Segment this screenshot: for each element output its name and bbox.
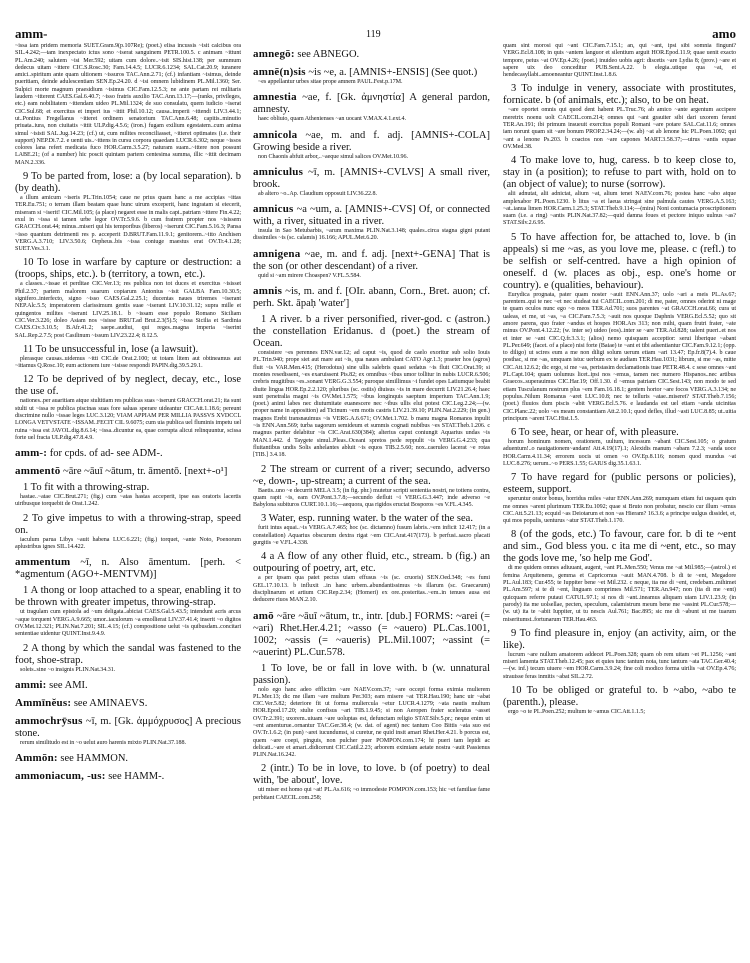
sense-definition: 7 To have regard for (public persons or policies), esteem, support. — [503, 472, 736, 496]
entry-definition: ~ae, f. [Gk. ἀμνηστία] A general pardon, amnesty. — [253, 92, 490, 116]
sense-definition: 11 To be unsuccessful in, lose (a lawsuit). — [23, 343, 199, 355]
sense-definition: 1 To love, be or fall in love with. b (w. unnatural passion). — [253, 662, 490, 686]
entry-definition: see HAMM-. — [105, 771, 165, 783]
dictionary-entry-head — [253, 91, 490, 116]
citation-block: a illum amicum ~iseris PL.Trin.1054; caue ne prius quam hanc a me accipias ~ittas TER.Eu.751; o terram illam beatam quae hunc uirum exceperit, hanc ingratam si eiecerit, miseram si ~iserit! CIC.Mil.105; (a place) negaret esse in malis capi..patriam ~ittere Fin.4.22; exul in ~issa si tamen urbe legor OV.Tr.5.9.6. b cum fratrem propter nos ~isissem GRACCH.orat.44; minus..miseri qui his temporibus (liberos) ~iserunt CIC.Fam.5.16.3; Pansa ~isso quantum detrimenti res p. acceperit D.BRUT.Fam.11.9.1; genitorem..~itto Anchisen VERG.A.3.710; LIV.3.50.6; Orpheus..bis ~issa coniuge maestus erat OV.Tr.4.1.28; SUET.Ves.3.1. — [15, 195, 241, 253]
citation-block: insula in Sao Metubarbis, ~arum maxima PLIN.Nat.3.148; quales..circa stagna gigni putant dissimiles ~is (sc. calamis) 16.166; APUL.Met.6.20. — [253, 228, 490, 242]
sense-definition: 1 A thong or loop attached to a spear, enabling it to be thrown with greater impetus, throwing-strap. — [15, 585, 241, 609]
citation-block: nationes..per auaritiam atque stultitiam res publicas suas ~iserunt GRACCH.orat.21; ita sunt stulti ut ~issa re publica piscinas suas fore saluas sperare uideantur CIC.Att.1.18.6; pereunt discrimine nullo ~issae leges LUC.3.120; VIAM APPIAM PER MILLIA PASSVS XVDCCL LONGA VETVSTATE ~ISSAM..FECIT CIL 9.6075; cum uia publica uel fluminis impetu uel ruina ~issa est JAVOL.dig.8.6.14; ~issa..dicuntur ea, quae corrupta alicui relinquuntur, scissa forte uel fracta ULP.dig.47.8.4.9. — [15, 398, 241, 441]
dictionary-entry-head — [15, 697, 241, 710]
dictionary-entry-head — [15, 679, 241, 692]
column-middle — [253, 43, 490, 923]
citation-block: ut tragulam cum epistola ad ~um deligata..abiciat CAES.Gal.5.43.5; intendunt acris arcus ~aque torquent VERG.A.9.665; umor..iaculorum ~a emollierat LIV.37.41.4; inserit ~o digitos OV.Met.12.321; PLIN.Nat.7.201; SIL.4.15; (cf.) compositione uelut ~is quibusdam..concitari sententiae uidentur QUINT.Inst.9.4.9. — [15, 609, 241, 638]
sense-definition: 10 To be obliged or grateful to. b ~abo, ~abo te (parenth.), please. — [503, 685, 736, 709]
citation-block: haec obliuio, quam Athenienses ~an uocant V.MAX.4.1.ext.4. — [258, 116, 406, 123]
headword: amnē(n)sis — [253, 66, 306, 78]
sense-definition: 10 To lose in warfare by capture or destruction: a (troops, ships, etc.). b (territory, a town, etc.). — [15, 257, 241, 281]
column-left — [15, 43, 241, 923]
sense-definition: 2 To give impetus to with a throwing-strap, speed on. — [15, 512, 241, 536]
entry-definition: for cpds. of ad- see ADM-. — [47, 448, 163, 460]
entry-definition: ~ī, m. [AMNIS+-CVLVS] A small river, brook. — [253, 166, 490, 190]
citation-block: ~issa iam pridem memoria SUET.Gram.9(p.107Re); (poet.) elisa incussis ~isit calcibus ora SIL.4.242;—tam inexpectato ictus sono ~iserat sanguinem PETR.100.5. c animam ~ittunt PL.Am.240; salutem ~isi Mer.592; uitam cum dolore..~isit SIS.hist.138; per summum dedecus uitam ~ittere CIC.S.Rosc.30; Fam.14.4.5; LUCR.6.1234; SAL.Cat.20.9; iuranere amici..spiritum ante quam ultionem ~issuros TAC.Ann.2.71; (cf.) infantiam ~isimus, deinde pueritiam, deinde adulescentiam SEN.Ep.24.20. d ~isi omnem lubidinem PL.Mil.1360; Ser. Sulpici morte magnum praesidium ~isimus CIC.Fam.12.5.3; ne ante partam rei militaris laudem ~itterent CAES.Gal.6.40.7; ~isso fratris auxilio TAC.Ann.13.17;—(ranks, privileges, etc.) eam nobilitatem ~ittendam uideo PL.Mil.1324; de suo consulatu, quem iudicio ~iserat CIC.Sul.68; et exercitus et imperi ius ~ittit Phil.10.12; causa..imperii ~ittendi LIV.3.44.1; ut..Pontius Fregellanus ~itteret ordinem senatorium TAC.Ann.6.48; capitis..minutio priuata..iura, non ciuitatis ~ittit ULP.dig.4.5.6; (iron.) fugam exilium egestatem..cum anima simul ~isisti SAL.Jug.14.23; (cf.) ut, cum milites reconciliasset, ~itteret optimates (i.e. their support) NEP.Di.7.2. e uenti uis..~ittens in cursu corpora quaedam LUCR.6.302; neque ~issos colores lana refert medicata fuco HOR.Carm.3.5.27; naturam suam..~ittere non possunt LABE.21; (of a number) hic poscit quintam partem centesima summa, illic ~ittit decimam MAN.2.336. — [15, 43, 241, 166]
left-guide-word: amm- — [15, 26, 48, 41]
citation-block: nolo ego hanc adeo efflictim ~are NAEV.com.37; ~are occepi forma eximia mulierem PL.Mer.13; dic me illam ~are multum Per.303; eam misere ~at TER.Hau.190; hanc uir ~abat CIC.Ver.5.82; deteriore fit ut forma muliercula ~etur LUCR.4.1279; ~ata nautis multum HOR.Epod.17.20; stulte confisus ~ari TIB.1.9.45; si non Aeropen frater sceleratus ~asset OV.Tr.2.391; uxorem..uiuam ~are uoluptas est, defunctam religio STAT.Silv.5.pr.; neque enim ut ~ent amenturue..ornantur TAC.Ger.38.4; (w. dat. of agent) nec tantum Coo Bittis ~ata suo est OV.Tr.1.6.2; (in pun) ~arei iucundumst, si curetur, ne quid insit amari Rhet.Her.4.21. b porcus est, quem ~are coepi, pinguis, non pulcher puer POMPON.com.174; hi pueri tam lepidi ac delicati..~are et amari..didicerunt CIC.Catil.2.23; arborem eximiam aetate nostra ~auit Passienus PLIN.Nat.16.242. — [253, 686, 490, 759]
dictionary-entry-head — [15, 465, 241, 478]
citation-block: speruntur orator bonus, horridus miles ~atur ENN.Ann.269; numquam etiam fui usquam quin me omnes ~arent plurimum TER.Eu.1092; quae si Bruto non probatur, nescio cur illum ~emus CIC.Att.5.21.13; ecquid ~as Deiotarum et non ~as Hieram? 16.3.6; a principe uulgus dissidet, et, qui mos populis, uenturus ~atur STAT.Theb.1.170. — [503, 496, 736, 525]
entry-definition: ~is ~e, a. [AMNIS+-ENSIS] (See quot.) — [305, 67, 478, 78]
citation-block: ergo ~o te PL.Poen.252; multum te ~amus CIC.Att.1.1.5; — [508, 709, 645, 716]
dictionary-entry-head — [253, 166, 490, 191]
citation-block: ~are oportet omnis qui quod dent habent PL.Truc.76; ab amico ~ante argentum accipere meretrix noenu uolt CAECIL.com.214; omnes qui ~ant grauiter sibi dari uxorem ferunt TER.An.191; ibi primum insueuit exercitus populi Romani ~are potare SAL.Cat.11.6; omnes iam norunt quam sit ~are bonum PROP.2.34.24;—(w. ab) ~at ab lenone hic PL.Poen.1092; qui ~ant a lenone Ps.203. b coactos non ~are capones MART.3.58.37;—uirus ~antis equae OV.Med.38. — [503, 107, 736, 150]
dictionary-entry-head — [15, 770, 241, 783]
dictionary-entry-head — [253, 203, 490, 228]
sense-definition: 1 A river. b a river personified, river-god. c (astron.) the constellation Eridanus. d (poet.) the stream of Ocean. — [253, 314, 490, 350]
citation-block: uti miser est homo qui ~at! PL.As.616; ~o immodeste POMPON.com.153; hic ~et familiae fame perbitant CAECIL.com.258; — [253, 787, 490, 801]
headword: amnestia — [253, 91, 297, 104]
sense-definition: 9 To find pleasure in, enjoy (an activity, aim, or the like). — [503, 627, 736, 651]
entry-definition: ~ī, m. [Gk. ἀμμόχρυσος] A precious stone. — [15, 715, 241, 739]
headword: ammochrȳsus — [15, 714, 83, 727]
right-guide-word: amo — [712, 26, 736, 41]
dictionary-entry-head — [253, 66, 490, 79]
sense-definition: 4 a A flow of any other fluid, etc., stream. b (fig.) an outpouring of poetry, art, etc. — [253, 551, 490, 575]
headword: amnegō: — [253, 48, 295, 60]
headword: amm-: — [15, 447, 48, 460]
headword: amō — [253, 609, 274, 622]
sense-definition: 2 (intr.) To be in love, to love. b (of poetry) to deal with, 'be about', love. — [253, 763, 490, 787]
dictionary-entry-head — [15, 447, 241, 460]
sense-definition: 3 Water, esp. running water. b the water of the sea. — [261, 513, 473, 525]
entry-definition: see ABNEGO. — [294, 49, 360, 60]
dictionary-entry-head — [253, 285, 490, 310]
entry-definition: see AMI. — [46, 679, 88, 691]
sense-definition: 12 To be deprived of by neglect, decay, etc., lose the use of. — [15, 374, 241, 398]
entry-definition: ~a ~um, a. [AMNIS+-CVS] Of, or connected with, a river, situated in a river. — [253, 204, 490, 228]
column-right — [503, 43, 736, 923]
citation-block: soleis..sine ~o insignis PLIN.Nat.34.31. — [20, 666, 116, 673]
entry-definition: see HAMMON. — [57, 753, 129, 765]
sense-definition: 9 To be parted from, lose: a (by local separation). b (by death). — [15, 171, 241, 195]
dictionary-entry-head — [253, 48, 490, 61]
sense-definition: 5 To have affection for, be attached to, love. b (in appeals) si me ~as, as you love me, please. c (refl.) to be selfish or self-centred. have a high opinion of oneself. d (w. places as obj., esp. one's home or country). e (qualities, behaviour). — [503, 231, 736, 291]
entry-definition: ~ae, m. and f. adj. [next+-GENA] That is the son (or other descendant) of a river. — [253, 248, 490, 272]
citation-block: a classes..~issae et perditae CIC.Ver.13; res publica non tot duces et exercitus ~isisset Phil.2.37; partem malorem suarum copiarum Antonius ~isit GALBA Fam.10.30.5; signifero..interfecto, signo ~isso CAES.Gal.2.25.1; ducentas naues triremes ~iserant NEP.Alc.5.5; imperatorem clarissimum gentis suae ~iserant LIV.10.31.12; supra mille et quingentos milites ~iserant LIV.25.18.1. b ~issam esse populo Romano Siciliam CIC.Ver.3.226; doleo Asiam nos ~isisse BRUT.ad Brut.2.3(5).5; ~issa Sicilia et Sardinia CAES.Civ.3.10.5; B.Afr.41.2; saepe..audiui, qui reges..magna imperia ~iserint SAL.Rep.2.7.5; post Casilinum ~issum LIV.23.22.4; 8.12.5. — [15, 281, 241, 339]
citation-block: lucrum ~are nullum amatorem addecet PL.Poen.328; quam ob rem uitam ~et PL.1256; ~ant miseri lamenta STAT.Theb.12.45; pax et quies tunc tantum nota, tunc tantum ~ata TAC.Ger.40.4;—(w. inf.) tecum uiuere ~em HOR.Carm.3.9.24; fine coli modico forma uirilis ~at OV.Ep.4.76; strauisse feras inmitis ~abat SIL.2.72. — [503, 651, 736, 680]
sense-definition: 4 To make love to, hug, caress. b to keep close to, stay in (a position); to refuse to part with, hold on to (an object of value); to nurse (sorrow). — [503, 155, 736, 191]
headword: amnigena — [253, 247, 301, 260]
citation-block: a per ipsam qua patet pectus uiam effusus ~is (sc. cruoris) SEN.Oed.348; ~es fumi GEL.17.10.13. b influxit ..in hanc urbem..abundantissimus ~is illarum (sc. Graecarum) disciplinarum et artium CIC.Rep.2.34; (Homeri) ex ore..posteritas..~em..in tenues ausa est deducere riuos MAN.2.10. — [253, 575, 490, 604]
citation-block: iaculum parua Libys ~auit habena LUC.6.221; (fig.) torquet, ~ante Noto, Poenorum aplustribus ignes SIL.14.422. — [15, 536, 241, 551]
dictionary-entry-head — [15, 715, 241, 740]
dictionary-entry-head — [253, 129, 490, 154]
sense-definition: 2 A thong by which the sandal was fastened to the foot, shoe-strap. — [15, 642, 241, 666]
citation-block: quid si ~am mirere Choaspen? V.FL.5.584. — [258, 272, 361, 279]
dictionary-entry-head — [253, 248, 490, 273]
citation-block: hastae..~atae CIC.Brut.271; (fig.) cum ~atas hastas acceperit, ipse eas oratoris lacertis uiribusque torquebit de Orat.1.242. — [15, 494, 241, 508]
headword: amniculus — [253, 165, 304, 178]
page-number: 119 — [366, 29, 381, 40]
citation-block: horum hominum nomen, orationem, uultum, incessum ~abant CIC.Sest.105; o gratum aduentum!..o nauigationem~andam! Att.4.19(17).1; Alexidis manum ~abam 7.2.3; ~anda uoce HOR.Carm.4.11.34; errorem uocis ut omen ~o OV.Ep.8.116; nomen quod mundus ~at LUC.8.276; uerum..~o PERS.1.55; GAIUS dig.35.1.63.1. — [503, 439, 736, 467]
sense-definition: 1 To fit with a throwing-strap. — [23, 482, 150, 494]
citation-block: consistere ~es perennes ENN.var.12; ad caput ~is, quod de caelo exoritur sub solio Iouis PL.Trin.940; prope siet aut mare aut ~is, qua naues ambulant CATO Agr.1.3; praeter hos (agros) fluit ~is VAR.Men.415; (Herodotus) sine ullis salebris quasi sedatus ~is fluit CIC.Orat.39; si montes resedissent, ~es exaruissent Pis.82; ex omnibus ~ibus umor tollitur in nubis LUCR.6.506; crebris mugitibus ~es..sonant VERG.G.3.554; puroque simillimus ~i fundet opes Latiumque beabit diuite lingua HOR.Ep.2.2.120; pluribus (sc. ostiis) diuisus ~is in mare decurrit LIV.21.26.4; haec sunt penetralia magni ~is OV.Met.1.575; ~ibus longinquis saeptum imperium TAC.Ann.1.9; (poet.) animi labes nec diuturnitate euanescere nec ~ibus ullis elui potest CIC.Leg.2.24;—(w. proper name in apposition) ad Ticinum ~em motis castris LIV.21.39.10; PLIN.Nat.2.229; (in gen.) magnos Erebi transnauimus ~is VERG.A.6.671; OV.Met.1.702. b manu magna Romanos inpulit ~is ENN.Ann.569; turba uagorum semideum et summis cognati nubibus ~es STAT.Theb.1.206. c magnus pariter delabitur ~is CIC.Arat.630(384); alterius caput coniungit Aquarius undas ~is MAN.1.442. d Taygete simul..Pleas..Oceani spretos pede reppulit ~is VERG.G.4.233; qua fluitantibus undis Solis anhelantes abluit ~is equos TIB.2.5.60; nox..caeruleo lacerat ~e rotas [TIB.] 3.4.18. — [253, 350, 490, 459]
entry-definition: ~is, m. and f. [OIr. abann, Corn., Bret. auon; cf. perh. Skt. āpaḥ 'water'] — [253, 286, 490, 310]
citation-block: furit intus aquai..~is VERG.A.7.465; hoc (sc. dictamno) fusum labris..~em inficit 12.417; (in a constellation) Aquarius obscurum dextra rigat ~em CIC.Arat.417(173). b perfusi..sacro placati gurgitis ~e V.FL.4.338. — [253, 525, 490, 547]
sense-definition: 8 (of the gods, etc.) To favour, care for. b di te ~ent and sim., God bless you. c ita me di ~ent, etc., so may the gods love me, 'so help me God'. — [503, 529, 736, 565]
headword: amnicus — [253, 203, 294, 216]
headword: ammentum — [15, 556, 71, 569]
citation-block: alii adnutat, alii adnictat, alium ~at, alium tenet NAEV.com.76; postea hanc ~abo atque amplexabor PL.Poen.1230. b litus ~a et laeua stringat sine palmula cautes VERG.A.5.163; ~at..ianua limen HOR.Carm.1.25.3; STAT.Theb.9.114;—(mira) Noni contumacia proscriptionem suam (i.e. a ring) ~antis PLIN.Nat.37.82;—quid damna foues et pectore iniquo uulnus ~as? STAT.Silv.2.6.95. — [503, 191, 736, 227]
citation-block: non Chaonis abfuit arbor,..~aeque simul salices OV.Met.10.96. — [258, 153, 409, 160]
headword: ammoniacum, -us: — [15, 770, 106, 783]
citation-block: di me quidem omnes adiuuant, augent, ~ant PL.Men.550; Venus me ~at Mil.985;—(astrol.) et femina Arquitenens, gemma et Capricornus ~auit MAN.4.708. b di te ~ent, Megadore PL.Aul.183; Cur.455; te Iuppiter bene ~et Mil.232. c neque, ita me di ~ent, credebam..mihimet PL.Am.597; si te di ~ent, linguam comprimes Mil.571; TER.An.947; non (ita di me ~ent) quicquam referre putaui CATUL.97.1; si nos di ~ant..ineamus aliquam uiam LIV.1.23.9; (in parody) ita me uolsellae, pecten, speculum, calamistrum meum bene me ~assint PL.Cur.578;—(w. ut) ita te ~abit Iuppiter, ut tu nescis Aul.761; Bac.895; sic me di ~abunt ut me tuarum miseritumst..fortunarum TER.Hau.463. — [503, 565, 736, 623]
headword: amnicola — [253, 128, 298, 141]
dictionary-entry-head — [15, 556, 241, 581]
citation-block: plerasque causas..uidemus ~itti CIC.de Orat.2.100; ut totam litem aut obtineamus aut ~ittamus Q.Rosc.10; eum actionem iure ~isisse respondi PAPIN.dig.39.5.29.1. — [15, 355, 241, 370]
headword: Ammōn: — [15, 752, 58, 765]
citation-block: quam sint morosi qui ~ant CIC.Fam.7.15.1; an, qui ~ant, ipsi sibi somnia fingunt? VERG.Ecl.8.108; in quis ~antem languor et silentium arguit HOR.Epod.11.9; quae uenit exacto tempore, peius ~at OV.Ep.4.26; (poet.) inuideo uobis agri: discetis ~are Lydia 8; (prov.) ~are et sapere uix deo conceditur PUB.Sent.A.22. b elegia..utique qua ~at, et hendecasyllabi..amoeneantur QUINT.Inst.1.8.6. — [503, 43, 736, 79]
headword: ammi: — [15, 678, 47, 691]
citation-block: rerum similitudo est in ~o uelut auro harenis mixto PLIN.Nat.37.188. — [20, 739, 186, 746]
entry-definition: ~ae, m. and f. adj. [AMNIS+-COLA] Growing beside a river. — [253, 129, 490, 153]
entry-definition: ~āre ~āuī ~ātum, tr. āmentō. [next+-o¹] — [60, 466, 228, 478]
headword: Ammīnĕus: — [15, 696, 72, 709]
entry-definition: see AMINAEVS. — [71, 697, 148, 709]
citation-block: ab altero ~o..Ap. Claudium opposuit LIV.36.22.8. — [258, 190, 377, 197]
sense-definition: 6 To see, hear, or hear of, with pleasure. — [511, 427, 679, 439]
entry-definition: ~ī, n. Also āmentum. [perh. < *agmentum (AGO+-MENTVM)] — [15, 557, 241, 581]
dictionary-entry-head — [253, 610, 490, 659]
headword: ammentō — [15, 465, 61, 478]
citation-block: ~es appellantur urbes sitae prope amnem PAUL.Fest.p.17M. — [258, 79, 403, 85]
citation-block: Eurydica prognata, pater quam noster ~auit ENN.Ann.37; uolo ~ari a meis PL.As.67; parentem..qui te nec ~et nec studeat tui CAECIL.com.201; di me, pater, omnes oderint ni mage te quam oculos nunc ego ~o meos TER.Ad.701; suos parentes ~at GRACCH.orat.66; cura ut ualeas, et me, ut ~as, ~a CIC.Fam.7.5.3; ~auit nos quoque Daphnis VERG.Ecl.5.52; quo sit amore parens, quo frater ~andus et hospes HOR.Ars 313; non mihi, quam frutri frater, ~ate minus OV.Pont.4.12.22; (w. inter se) uideo (eos)..inter se ~are TER.Ad.828; ualent pueri..et nos et inter se ~ant CIC.Q.fr.3.3.1; (alios) nemo quisquam acceptior: serui liberique ~abant PL.Per.649; (facet. of a place) nisi forte (Baiae) te ~ant et tibi adsentiantur CIC.Fam.9.12.1; (opp. to diligo) ut scires eum a me non diligi solum uerum etiam ~ari 13.47; Ep.fr.8(7).4. b caue posthac, si me ~as, umquam istuc uerbum ex te audiam TER.Hau.1031; librum, si me ~as, mitte CIC.Att.12.6.2; dic ergo, si me ~as, peristasim declamationis tuae PETR.48.4. c sese omnes ~ant PL.Capt.104; quam uolumus licet..ipsi nos ~emus, tamen nec numero Hispanos..nec artibus Graecos..superauimus CIC.Har.19; Off.1.30. d ~emus patriam CIC.Sest.143; non modo te sed etiam Tusculanum nostrum plus ~em Fam.16.18.1; gentem hortor ~are focos VERG.A.3.134; ne populus..Nilum Romanus ~aret LUC.10.8; nec te telluris ~atae..miseret? STAT.Theb.7.156; (poet.) fluuios dum piscis ~abit VERG.Ecl.5.76. e laudanda est uel etiam ~anda uicinitas CIC.Planc.22; uolo ~es meam constantiam Att.2.10.1; quod defles, illud ~asti LUC.8.85; ut..uitia principum ~arent TAC.Hist.1.5. — [503, 291, 736, 422]
headword: amnis — [253, 285, 283, 298]
citation-block: Baetis..uno ~e decurrit MELA 3.5; (in fig. phr.) mutetur scripti sententia nostri, ne totiens contra, quam rapit ~is, eam OV.Pont.3.7.8;—secundo defluit ~i VERG.G.3.447; inde adverso ~e Babylona subituros CURT.10.1.16;—aequora, qua rigidos eructat Bosporos ~es V.FL.4.345. — [253, 487, 490, 509]
entry-definition: ~āre ~āuī ~ātum, tr., intr. [dub.] FORMS: ~arei (= ~ari) Rhet.Her.4.21; ~asso (= ~auero) PL.Cas.1001, 1002; ~assis (= ~aueris) PL.Mil.1007; ~assint (= ~auerint) PL.Cur.578. — [253, 610, 490, 658]
dictionary-entry-head — [15, 752, 241, 765]
sense-definition: 3 To indulge in venery, associate with prostitutes, fornicate. b (of animals, etc.); also, to be on heat. — [503, 83, 736, 107]
sense-definition: 2 The stream or current of a river; secundo, adverso ~e, down-, up-stream; a current of the sea. — [253, 463, 490, 487]
